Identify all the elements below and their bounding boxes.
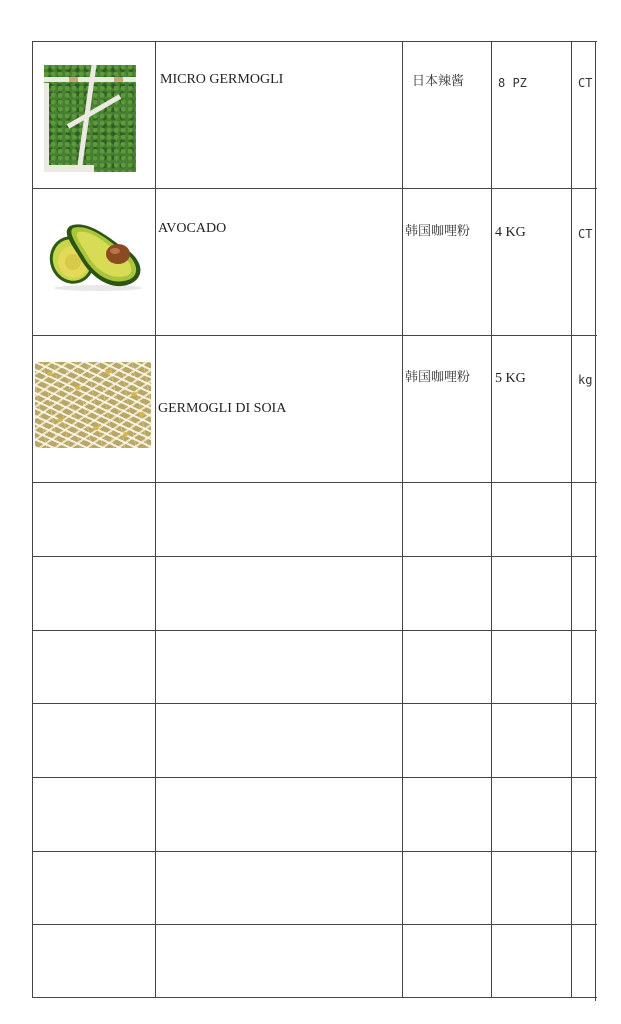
product-origin: 日本辣酱 [412,74,465,89]
row-divider [32,556,597,557]
row-divider [32,851,597,852]
column-divider [571,41,572,998]
column-divider [155,41,156,998]
product-origin: 韩国咖哩粉 [405,224,471,239]
product-name: AVOCADO [158,221,227,236]
row-divider [32,188,597,189]
product-quantity: 5 KG [495,371,526,386]
product-name: MICRO GERMOGLI [160,72,284,87]
column-divider [402,41,403,998]
table-border-left [32,41,33,998]
table-border-top [32,41,597,42]
row-divider [32,335,597,336]
row-divider [32,630,597,631]
table-border-bottom [32,997,597,998]
column-divider [491,41,492,998]
table-border-right [595,41,596,1001]
product-unit: CT [578,76,593,90]
product-origin: 韩国咖哩粉 [405,370,471,385]
row-divider [32,924,597,925]
row-divider [32,703,597,704]
product-name: GERMOGLI DI SOIA [158,401,287,416]
product-unit: kg [578,373,593,387]
avocado-image [46,218,150,292]
product-quantity: 4 KG [495,225,526,240]
micro-germogli-image [44,65,136,172]
row-divider [32,482,597,483]
germogli-di-soia-image [35,362,151,448]
product-unit: CT [578,227,593,241]
row-divider [32,777,597,778]
product-quantity: 8 PZ [498,76,527,90]
